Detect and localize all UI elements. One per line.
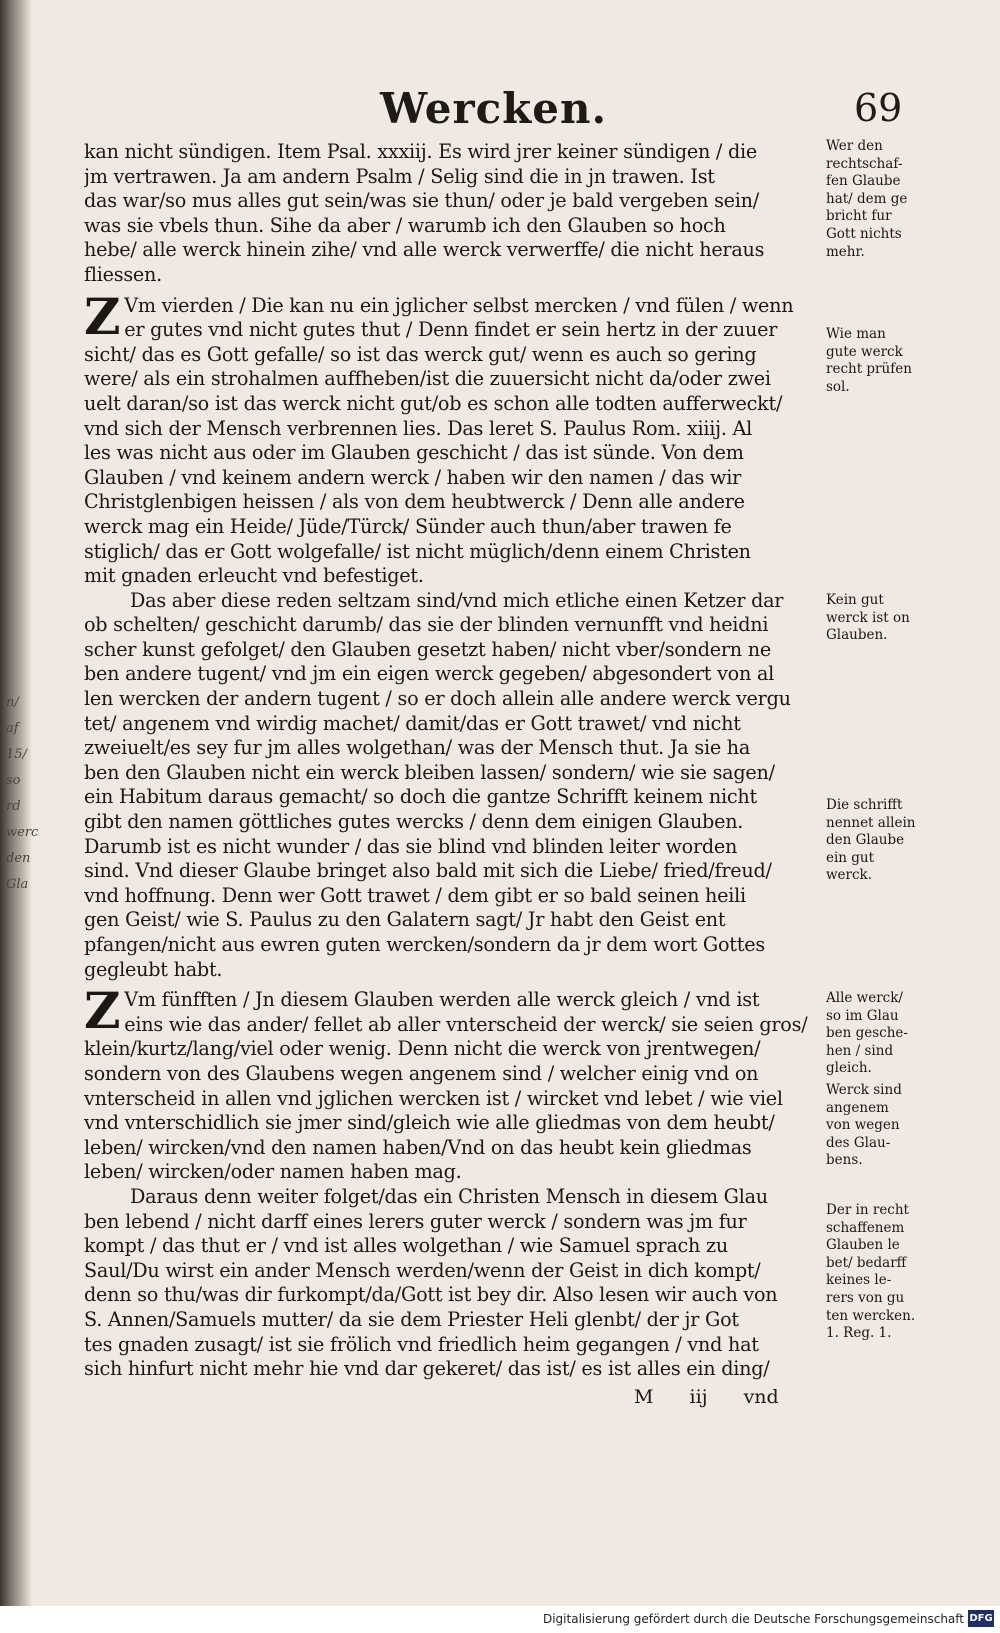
margin-note-line: so im Glau [826,1007,899,1024]
margin-note-line: recht prüfen [826,361,912,378]
text-line: kompt / das thut er / vnd ist alles wolgethan / wie Samuel sprach zu [84,1234,728,1258]
margin-note [826,990,936,1078]
margin-note-line: gleich. [826,1060,872,1077]
margin-note-line: sol. [826,378,850,395]
text-line: mit gnaden erleucht vnd befestiget. [84,564,424,588]
text-line: pfangen/nicht aus ewren guten wercken/sondern da jr dem wort Gottes [84,933,765,956]
text-line: vnd hoffnung. Denn wer Gott trawet / dem gibt er so bald seinen heili [84,883,746,907]
margin-note-line: Wie man [826,326,886,342]
margin-note-line: angenem [826,1099,889,1116]
text-line: S. Annen/Samuels mutter/ da sie dem Priester Heli glenbt/ der jr Got [84,1307,739,1331]
margin-note-line: ten wercken. [826,1307,916,1324]
margin-note [826,797,936,885]
digitization-footer [0,1606,1000,1633]
margin-note-line: Die schrifft [826,797,903,813]
text-line: fliessen. [84,262,162,286]
paragraph-vierden [84,286,819,346]
text-line: Das aber diese reden seltzam sind/vnd mich etliche einen Ketzer dar [130,588,784,612]
margin-note-line: ein gut [826,849,875,866]
margin-note-line: Glauben le [826,1237,900,1254]
text-line: klein/kurtz/lang/viel oder wenig. Denn nicht die werck von jrentwegen/ [84,1037,761,1061]
text-line: ein Habitum daraus gemacht/ so doch die gantze Schrifft keinem nicht [84,785,757,809]
text-line: were/ als ein strohalmen auffheben/ist die zuuersicht nicht da/oder zwei [84,367,771,391]
text-line: sich hinfurt nicht mehr hie vnd dar gekeret/ das ist/ es ist alles ein ding/ [84,1357,770,1381]
text-line: leben/ wircken/vnd den namen haben/Vnd on das heubt kein gliedmas [84,1135,752,1159]
text-line: vnterscheid in allen vnd jglichen wercken ist / wircket vnd lebet / wie viel [84,1086,783,1110]
text-line: gen Geist/ wie S. Paulus zu den Galatern sagt/ Jr habt den Geist ent [84,908,726,932]
text-line: werck mag ein Heide/ Jüde/Türck/ Sünder auch thun/aber trawen fe [84,514,732,538]
margin-note-line: Kein gut [826,592,884,608]
margin-note [826,326,936,396]
text-line: Glauben / vnd keinem andern werck / haben wir den namen / das wir [84,465,742,489]
text-line: Christglenbigen heissen / als von dem heubtwerck / Denn alle andere [84,490,745,514]
text-line: ben den Glauben nicht ein werck bleiben lassen/ sondern/ wie sie sagen/ [84,760,775,784]
text-line: sicht/ das es Gott gefalle/ so ist das werck gut/ wenn es auch so gering [84,342,757,366]
margin-note-line: gute werck [826,343,903,360]
text-line: kan nicht sündigen. Item Psal. xxxiij. Es wird jrer keiner sündigen / die [84,140,758,163]
text-line: gegleubt habt. [84,957,223,981]
text-line: uelt daran/so ist das werck nicht gut/ob es schon alle todten aufferweckt/ [84,391,783,415]
page-number: 69 [854,86,903,130]
text-line: sondern von des Glaubens wegen angenem sind / welcher einig vnd on [84,1061,759,1085]
text-line: Darumb ist es nicht wunder / das sie blind vnd blinden leiter worden [84,834,738,858]
margin-note [826,592,936,645]
margin-note-line: bet/ bedarff [826,1254,907,1271]
text-line: hebe/ alle werck hinein zihe/ vnd alle werck verwerffe/ die nicht heraus [84,238,765,262]
dfg-logo-icon: DFG [968,1610,994,1627]
text-line: ben andere tugent/ vnd jm ein eigen werck gegeben/ abgesondert von al [84,662,775,686]
text-line: gibt den namen göttliches gutes wercks / denn dem einigen Glauben. [84,810,744,834]
margin-note-line: des Glau- [826,1134,891,1151]
margin-note-line: bens. [826,1152,863,1169]
initial-letter: Z [84,286,121,346]
text-line: scher kunst gefolget/ den Glauben gesetzt haben/ nicht vber/sondern ne [84,637,771,661]
margin-note-line: Alle werck/ [826,990,903,1006]
text-line: eins wie das ander/ fellet ab aller vnterscheid der werck/ sie seien gros/ [124,1012,808,1036]
signature-mark: M iij vnd [634,1386,779,1408]
margin-note-line: Glauben. [826,627,888,644]
text-line: tes gnaden zusagt/ ist sie frölich vnd friedlich heim gegangen / vnd hat [84,1332,759,1356]
text-line: das war/so mus alles gut sein/was sie thun/ oder je bald vergeben sein/ [84,189,759,213]
margin-note-line: nennet allein [826,814,916,831]
margin-note-line: 1. Reg. 1. [826,1325,892,1342]
text-line: ben lebend / nicht darff eines lerers guter werck / sondern was jm fur [84,1209,747,1233]
margin-note-line: den Glaube [826,832,905,849]
body-text [84,140,819,1382]
margin-note-line: mehr. [826,243,865,260]
text-line: leben/ wircken/oder namen haben mag. [84,1160,462,1184]
margin-note [826,1202,936,1343]
margin-note [826,1082,936,1170]
margin-note-line: keines le- [826,1272,892,1289]
text-line: jm vertrawen. Ja am andern Psalm / Selig sind die in jn trawen. Ist [84,164,715,188]
text-line: sind. Vnd dieser Glaube bringet also bald mit sich die Liebe/ fried/freud/ [84,859,772,883]
margin-note-line: von wegen [826,1117,900,1134]
margin-note-line: rechtschaf- [826,155,903,172]
text-line: vnd sich der Mensch verbrennen lies. Das leret S. Paulus Rom. xiiij. Al [84,416,753,440]
paragraph-fuenfften [84,981,819,1041]
margin-note-line: werck. [826,867,873,884]
text-line: er gutes vnd nicht gutes thut / Denn findet er sein hertz in der zuuer [124,318,778,342]
text-line: Saul/Du wirst ein ander Mensch werden/wenn der Geist in dich kompt/ [84,1258,761,1282]
text-line: Vm fünfften / Jn diesem Glauben werden alle werck gleich / vnd ist [124,988,760,1012]
margin-note-line: werck ist on [826,609,910,626]
running-head: Wercken. [380,84,608,133]
margin-note-line: bricht fur [826,208,892,225]
margin-note-line: Wer den [826,138,883,154]
margin-note-line: Werck sind [826,1082,902,1098]
footer-credit: Digitalisierung gefördert durch die Deutsche Forschungsgemeinschaft [542,1612,964,1626]
text-line: was sie vbels thun. Sihe da aber / warumb ich den Glauben so hoch [84,213,726,237]
text-line: Daraus denn weiter folget/das ein Christen Mensch in diesem Glau [130,1184,768,1208]
text-line: vnd vnterschidlich sie jmer sind/gleich wie alle gliedmas von dem heubt/ [84,1111,775,1135]
margin-note-line: rers von gu [826,1289,905,1306]
text-line: Vm vierden / Die kan nu ein jglicher selbst mercken / vnd fülen / wenn [124,293,794,317]
text-line: len wercken der andern tugent / so er doch allein alle andere werck vergu [84,687,791,711]
initial-letter: Z [84,981,121,1041]
margin-note-line: schaffenem [826,1219,905,1236]
margin-note-line: ben gesche- [826,1025,908,1042]
margin-note-line: hen / sind [826,1042,894,1059]
text-line: denn so thu/was dir furkompt/da/Gott ist bey dir. Also lesen wir auch von [84,1283,778,1307]
margin-note [826,138,936,261]
text-line: stiglich/ das er Gott wolgefalle/ ist nicht müglich/denn einem Christen [84,539,751,563]
previous-page-edge: n/ af 15/ so rd werc den Gla [6,695,39,892]
text-line: zweiuelt/es sey fur jm alles wolgethan/ was der Mensch thut. Ja sie ha [84,736,751,760]
margin-note-line: hat/ dem ge [826,190,908,207]
text-line: ob schelten/ geschicht darumb/ das sie der blinden vernunfft vnd heidni [84,613,769,637]
text-line: tet/ angenem vnd wirdig machet/ damit/das er Gott trawet/ vnd nicht [84,711,741,735]
margin-note-line: Gott nichts [826,225,902,242]
margin-note-line: Der in recht [826,1202,909,1218]
margin-note-line: fen Glaube [826,173,901,190]
text-line: les was nicht aus oder im Glauben geschicht / das ist sünde. Von dem [84,441,744,465]
